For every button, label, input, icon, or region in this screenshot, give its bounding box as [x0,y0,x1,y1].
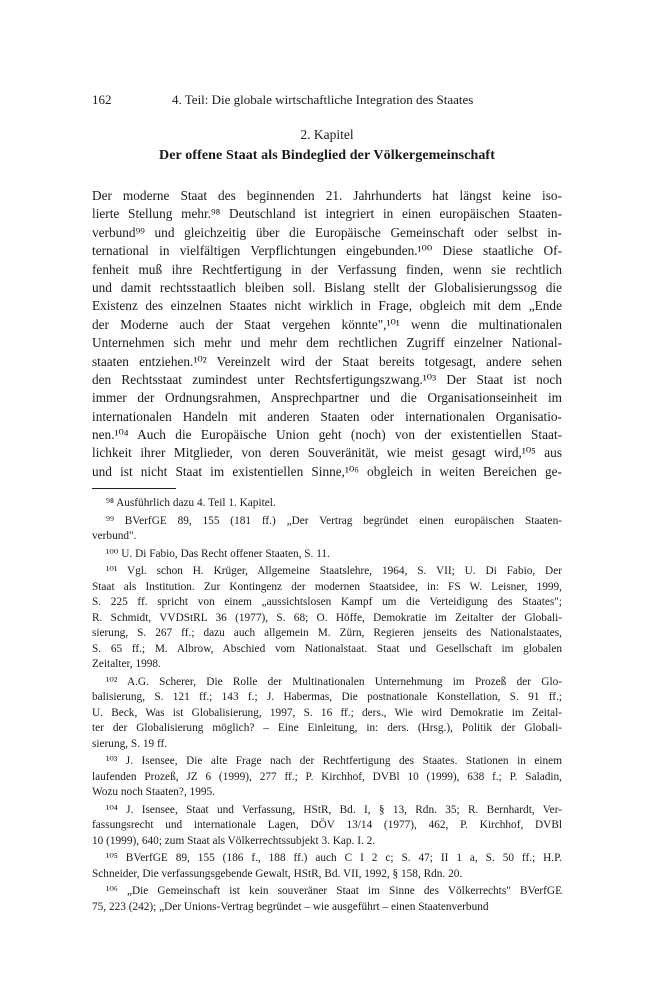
footnote-line: U. Beck, Was ist Globalisierung, 1997, S. 16 ff.; ders., Wie wird Demokratie im Zeital- [92,706,562,719]
footnote-line: Schneider, Die verfassungsgebende Gewalt, HStR, Bd. VII, 1992, § 158, Rdn. 20. [92,867,463,880]
body-line: lierte Stellung mehr.⁹⁸ Deutschland ist integriert in einen europäischen Staaten- [92,206,562,222]
footnote-line: fassungsrecht und internationale Lagen, DÖV 13/14 (1977), 462, P. Kirchhof, DVBl [92,819,562,831]
footnote-line: ¹⁰² A.G. Scherer, Die Rolle der Multinationalen Unternehmung im Prozeß der Glo- [106,675,562,688]
footnote-line: ¹⁰⁰ U. Di Fabio, Das Recht offener Staaten, S. 11. [106,547,330,560]
footnote-line: ⁹⁸ Ausführlich dazu 4. Teil 1. Kapitel. [106,497,276,509]
body-line: fenheit muß ihre Rechtfertigung in der Verfassung finden, wenn sie rechtlich [92,261,562,277]
footnote [92,547,562,563]
body-line: ternational in vielfältigen Verpflichtungen eingebunden.¹⁰⁰ Diese staatliche Of- [92,243,562,259]
page-number: 162 [92,92,112,107]
body-line: Unternehmen sich mehr und mehr dem rechtlichen Zugriff einzelner National- [92,335,562,351]
footnote-line: 10 (1999), 640; zum Staat als Völkerrechtssubjekt 3. Kap. I. 2. [92,834,376,847]
footnote-line: S. 65 ff.; M. Albrow, Abschied vom Nationalstaat. Staat und Gesellschaft im globalen [92,642,562,655]
chapter-title: Der offene Staat als Bindeglied der Völkergemeinschaft [159,148,495,163]
footnote-line: laufenden Prozeß, JZ 6 (1999), 277 ff.; P. Kirchhof, DVBl 10 (1999), 638 f.; P. Saladin, [92,770,562,783]
footnote [92,675,562,753]
body-line: und damit rechtsstaatlich bleiben soll. Bislang stellt der Globalisierungssog die [92,279,562,295]
footnote-line: ¹⁰⁶ „Die Gemeinschaft ist kein souveräner Staat im Sinne des Völkerrechts" BVerfGE [106,885,562,897]
body-line: internationalen Handeln mit anderen Staaten oder internationalen Organisatio- [92,408,562,424]
footnote [92,851,562,882]
footnote [92,564,562,673]
footnote-line: ¹⁰⁴ J. Isensee, Staat und Verfassung, HStR, Bd. I, § 13, Rdn. 35; R. Bernhardt, Ver- [106,803,562,816]
footnote-line: R. Schmidt, VVDStRL 36 (1977), S. 68; O. Höffe, Demokratie im Zeitalter der Globali- [92,611,562,624]
footnote-line: ¹⁰³ J. Isensee, Die alte Frage nach der Rechtfertigung des Staates. Stationen in einem [106,755,562,767]
footnote-line: ¹⁰⁵ BVerfGE 89, 155 (186 f., 188 ff.) auch C I 2 c; S. 47; II 1 a, S. 50 ff.; H.P. [106,852,562,864]
chapter-label: 2. Kapitel [300,127,354,142]
footnote-line: ⁹⁹ BVerfGE 89, 155 (181 ff.) „Der Vertrag begründet einen europäischen Staaten- [106,514,562,527]
footnote-line: verbund". [92,530,137,542]
footnote-line: Staat als Institution. Zur Kontingenz der modernen Staatsidee, in: FS W. Leisner, 1999, [92,580,562,593]
body-line: den Rechtsstaat zumindest unter Rechtsfertigungszwang.¹⁰³ Der Staat ist noch [92,371,562,387]
footnote [92,884,562,915]
footnote [92,754,562,801]
footnote-line: balisierung, S. 121 ff.; 143 f.; J. Habermas, Die postnationale Konstellation, S. 91 ff.; [92,691,562,703]
footnote-line: sierung, S. 267 ff.; dazu auch allgemein M. Zürn, Regieren jenseits des Nationalstaates, [92,627,562,639]
footnote [92,496,562,512]
body-line: nen.¹⁰⁴ Auch die Europäische Union geht (noch) von der existentiellen Staat- [92,427,562,443]
body-line: Der moderne Staat des beginnenden 21. Jahrhunderts hat längst keine iso- [92,188,562,203]
footnote [92,803,562,850]
body-line: lichkeit ihrer Mitglieder, von deren Souveränität, wie meist gesagt wird,¹⁰⁵ aus [92,445,562,461]
body-text [92,187,562,481]
footnote-line: ter der Globalisierung möglich? – Eine Einleitung, in: ders. (Hrsg.), Politik der Globali- [92,722,562,734]
body-line: verbund⁹⁹ und gleichzeitig über die Europäische Gemeinschaft oder selbst in- [92,224,562,240]
footnotes [92,496,562,917]
footnote-line: sierung, S. 19 ff. [92,737,168,750]
footnote-line: Wozu noch Staaten?, 1995. [92,786,216,798]
body-line: immer der Ordnungsrahmen, Ansprechpartner und die Organisationseinheit im [92,390,562,406]
footnote [92,514,562,545]
footnote-line: ¹⁰¹ Vgl. schon H. Krüger, Allgemeine Staatslehre, 1964, S. VII; U. Di Fabio, Der [106,565,562,577]
body-line: staaten entziehen.¹⁰² Vereinzelt wird der Staat bereits totgesagt, andere sehen [92,353,562,369]
running-title: 4. Teil: Die globale wirtschaftliche Integration des Staates [172,92,474,107]
body-line: Existenz des einzelnen Staates nicht wirklich in Frage, obgleich mit dem „Ende [92,298,562,314]
footnote-line: S. 225 ff. spricht von einem „aussichtslosen Kampf um die Verteidigung des Staates"; [92,596,562,608]
footnote-line: Zeitalter, 1998. [92,658,161,670]
body-line: und ist nicht Staat im existentiellen Sinne,¹⁰⁶ obgleich in weiten Bereichen ge- [92,463,562,479]
footnote-line: 75, 223 (242); „Der Unions-Vertrag begründet – wie ausgeführt – einen Staatenverbund [92,900,489,913]
body-line: der Moderne auch der Staat vergehen könnte",¹⁰¹ wenn die multinationalen [92,316,562,332]
footnote-separator [92,488,176,489]
